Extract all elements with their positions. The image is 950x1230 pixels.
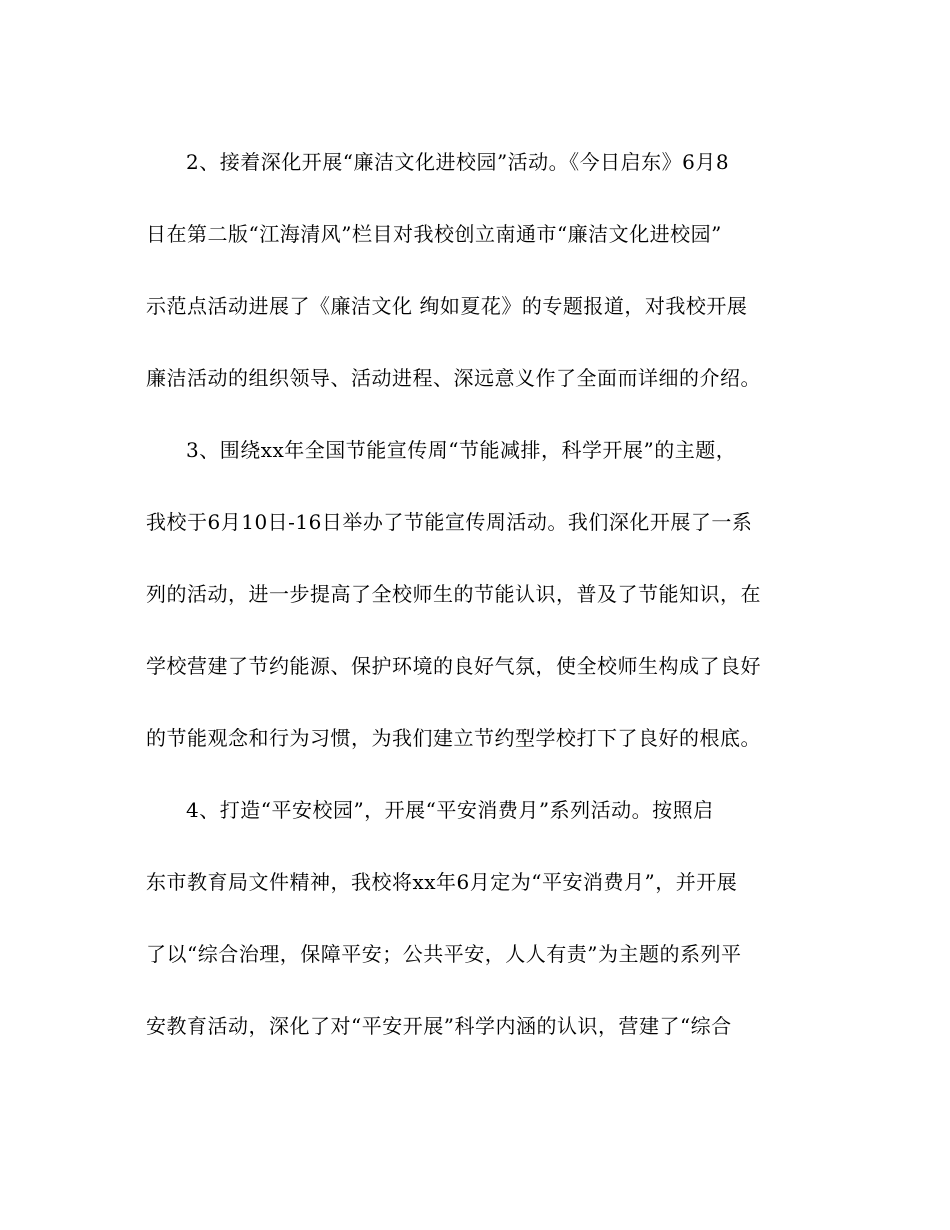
- paragraph-3-line-4: 学校营建了节约能源、保护环境的良好气氛，使全校师生构成了良好: [146, 654, 761, 678]
- paragraph-3-line-2: 我校于6月10日-16日举办了节能宣传周活动。我们深化开展了一系: [146, 510, 753, 534]
- paragraph-2-line-2: 日在第二版“江海清风”栏目对我校创立南通市“廉洁文化进校园”: [146, 222, 722, 246]
- paragraph-4-line-2: 东市教育局文件精神，我校将xx年6月定为“平安消费月”，并开展: [146, 870, 738, 894]
- paragraph-2-line-3: 示范点活动进展了《廉洁文化 绚如夏花》的专题报道，对我校开展: [146, 294, 748, 318]
- paragraph-3-line-3: 列的活动，进一步提高了全校师生的节能认识，普及了节能知识，在: [146, 582, 761, 606]
- paragraph-2-line-1: 2、接着深化开展“廉洁文化进校园”活动。《今日启东》6月8: [186, 150, 730, 174]
- paragraph-3-line-1: 3、围绕xx年全国节能宣传周“节能减排，科学开展”的主题，: [186, 438, 737, 462]
- paragraph-4-line-4: 安教育活动，深化了对“平安开展”科学内涵的认识，营建了“综合: [146, 1014, 732, 1038]
- paragraph-4-line-3: 了以“综合治理，保障平安；公共平安，人人有责”为主题的系列平: [146, 942, 742, 966]
- paragraph-3-line-5: 的节能观念和行为习惯，为我们建立节约型学校打下了良好的根底。: [146, 726, 761, 750]
- paragraph-2-line-4: 廉洁活动的组织领导、活动进程、深远意义作了全面而详细的介绍。: [146, 366, 761, 390]
- paragraph-4-line-1: 4、打造“平安校园”，开展“平安消费月”系列活动。按照启: [186, 798, 714, 822]
